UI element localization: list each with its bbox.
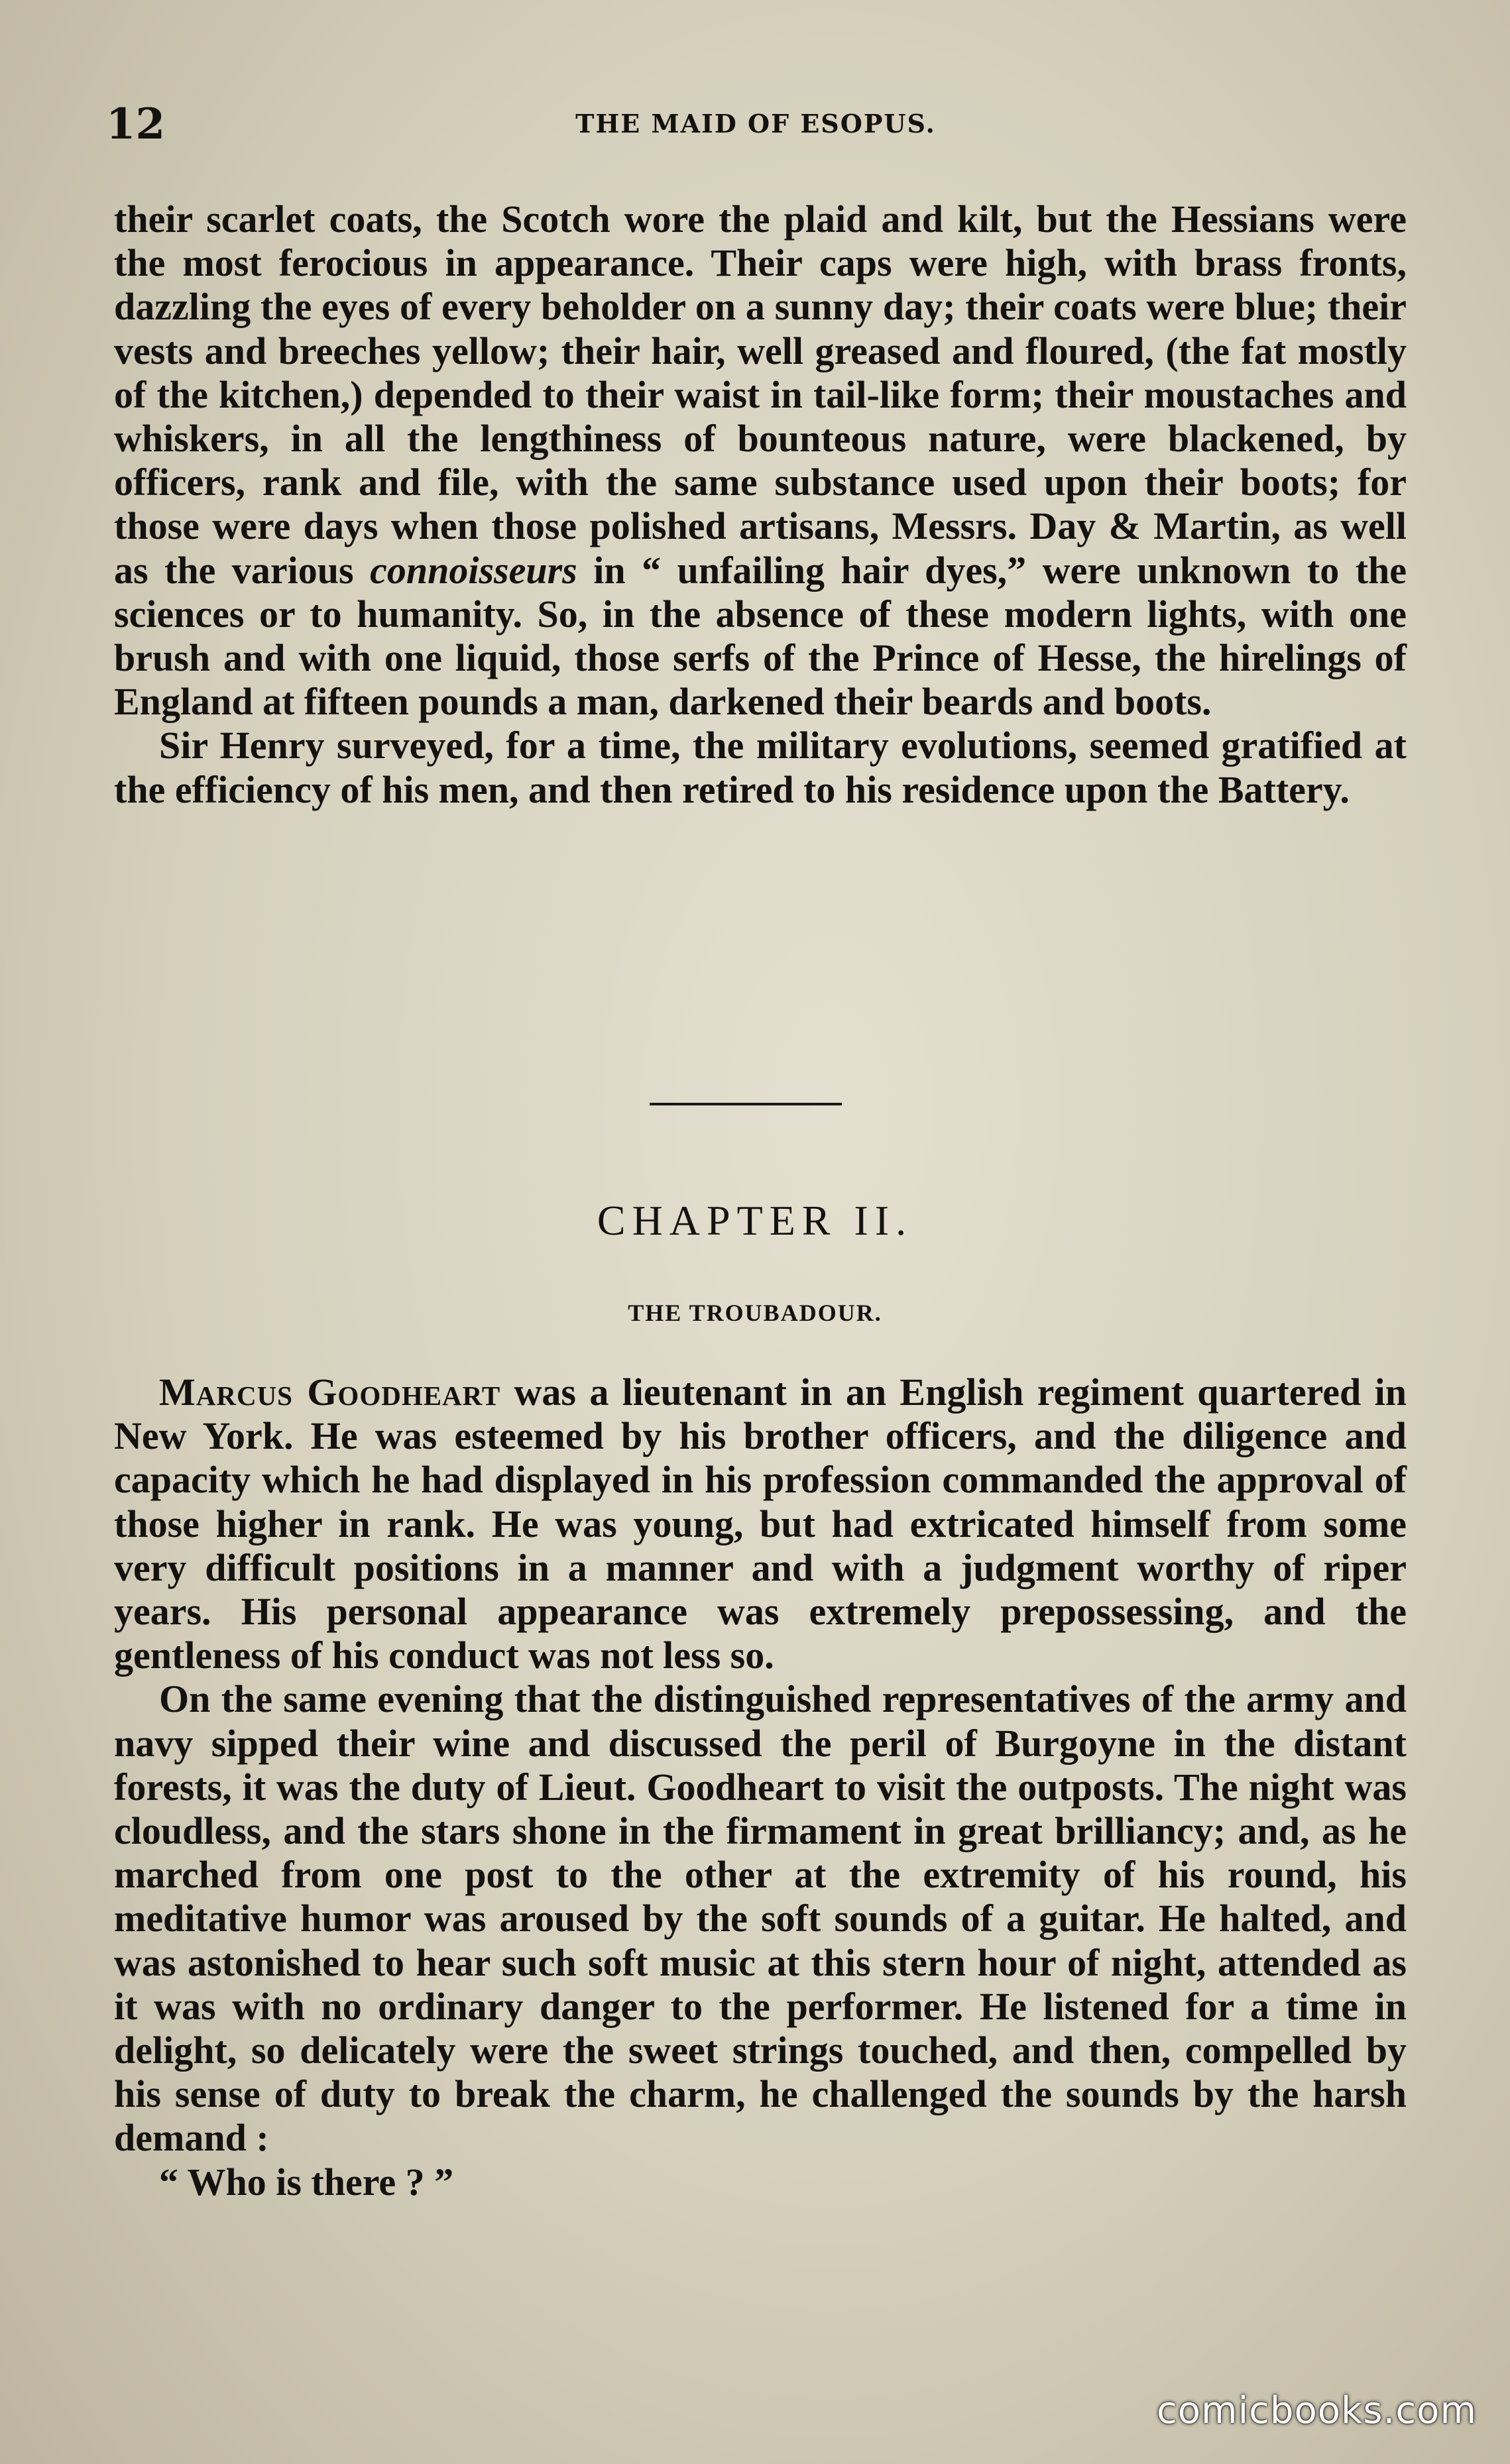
upper-text-block [114,197,1407,812]
paragraph: “ Who is there ? ” [159,2160,454,2204]
running-head: THE MAID OF ESOPUS. [575,109,936,139]
paragraph: their scarlet coats, the Scotch wore the plaid and kilt, but the Hessians were the most ferocious in appearance. Their caps were high, with brass fronts, dazzling the eyes of every beholder on a sunny day; their coats were blue; their vests and breeches yellow; their hair, well greased and floured, (the fat mostly of the kitchen,) depended to their waist in tail-like form; their moustaches and whiskers, in all the lengthiness of bounteous nature, were blackened, by officers, rank and file, with the same substance used upon their boots; for those were days when those polished artisans, Messrs. Day & Martin, as well as the various connoisseurs in “ unfailing hair dyes,” were unknown to the sciences or to humanity. So, in the absence of these modern lights, with one brush and with one liquid, those serfs of the Prince of Hesse, the hirelings of England at fifteen pounds a man, darkened their beards and boots. [114,197,1407,724]
chapter-subtitle: THE TROUBADOUR. [628,1300,882,1326]
chapter-title: CHAPTER II. [597,1197,913,1244]
paragraph: Marcus Goodheart was a lieutenant in an English regiment quartered in New York. He was esteemed by his brother officers, and the diligence and capacity which he had displayed in his profession commanded the approval of those higher in rank. He was young, but had extricated himself from some very difficult positions in a manner and with a judgment worthy of riper years. His personal appearance was extremely prepossessing, and the gentleness of his conduct was not less so. [114,1371,1407,1677]
lead-name: Marcus Goodheart [159,1371,501,1414]
page-header [106,99,1405,149]
italic-term: connoisseurs [370,548,577,592]
watermark: comicbooks.com [1156,2389,1477,2432]
lower-text-block [114,1371,1407,2204]
page-number: 12 [106,99,166,149]
section-divider [650,1103,842,1105]
paragraph: Sir Henry surveyed, for a time, the military evolutions, seemed gratified at the efficiency of his men, and then retired to his residence upon the Battery. [114,724,1407,811]
paragraph: On the same evening that the distinguished representatives of the army and navy sipped their wine and discussed the peril of Burgoyne in the distant forests, it was the duty of Lieut. Goodheart to visit the outposts. The night was cloudless, and the stars shone in the firmament in great brilliancy; and, as he marched from one post to the other at the extremity of his round, his meditative humor was aroused by the soft sounds of a guitar. He halted, and was astonished to hear such soft music at this stern hour of night, attended as it was with no ordinary danger to the performer. He listened for a time in delight, so delicately were the sweet strings touched, and then, compelled by his sense of duty to break the charm, he challenged the sounds by the harsh demand : [114,1677,1407,2160]
